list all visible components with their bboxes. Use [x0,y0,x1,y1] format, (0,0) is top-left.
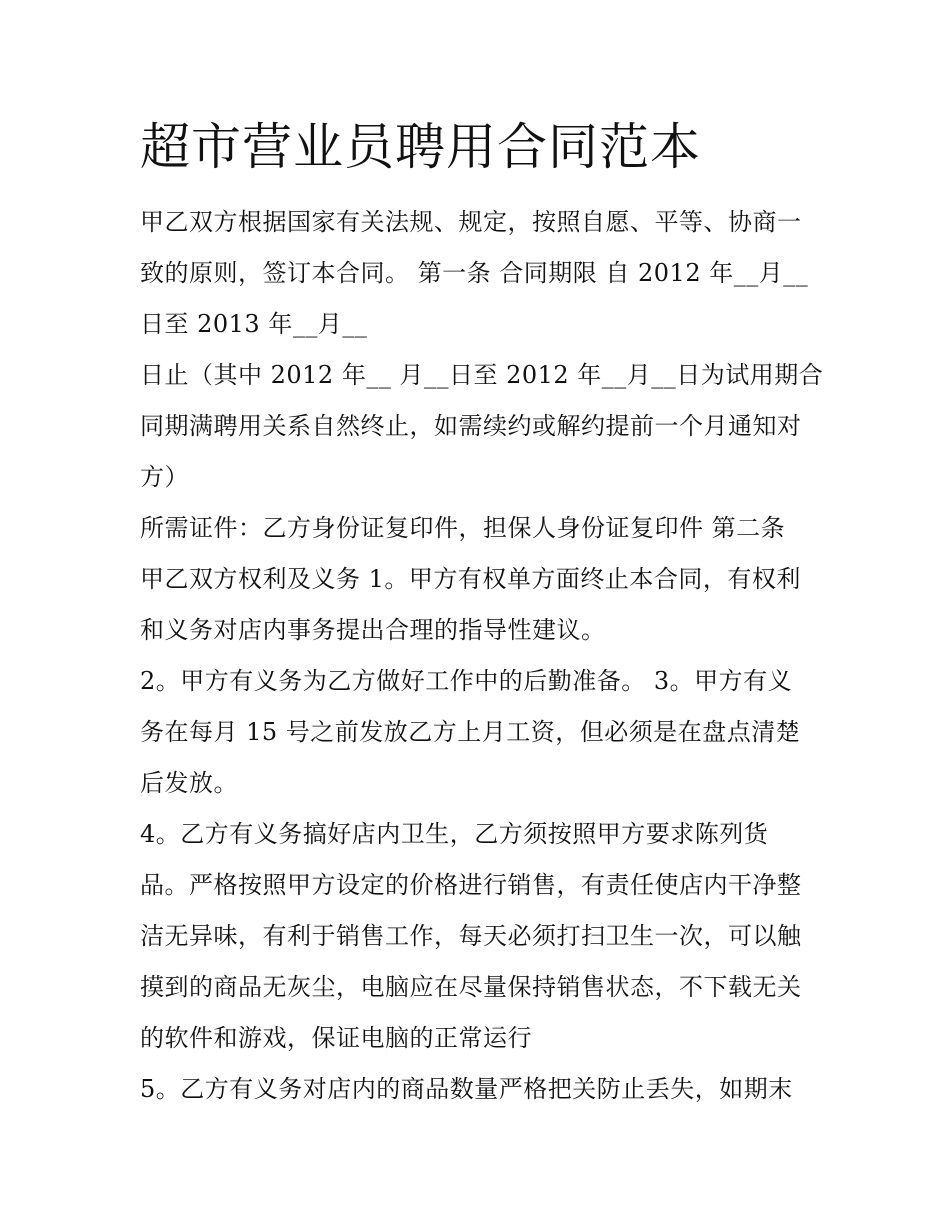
text-line: 摸到的商品无灰尘，电脑应在尽量保持销售状态，不下载无关 [140,973,802,1001]
text-line: 2。甲方有义务为乙方做好工作中的后勤准备。 3。甲方有义 [140,667,793,695]
text-line: 所需证件：乙方身份证复印件，担保人身份证复印件 第二条 [140,514,786,542]
text-line: 务在每月 15 号之前发放乙方上月工资，但必须是在盘点清楚 [140,718,801,746]
text-line: 甲乙双方权利及义务 1。甲方有权单方面终止本合同，有权利 [140,565,801,593]
text-line: 洁无异味，有利于销售工作，每天必须打扫卫生一次，可以触 [140,922,802,950]
text-line: 的软件和游戏，保证电脑的正常运行 [140,1024,532,1052]
text-line: 和义务对店内事务提出合理的指导性建议。 [140,616,606,644]
document-body [140,197,824,1115]
text-line: 品。严格按照甲方设定的价格进行销售，有责任使店内干净整 [140,871,802,899]
document-title: 超市营业员聘用合同范本 [140,118,701,176]
text-line: 日止（其中 2012 年__ 月__日至 2012 年__月__日为试用期合 [140,361,824,389]
text-line: 后发放。 [140,769,238,797]
text-line: 日至 2013 年__月__ [140,310,368,338]
text-line: 4。乙方有义务搞好店内卫生，乙方须按照甲方要求陈列货 [140,820,769,848]
text-line: 5。乙方有义务对店内的商品数量严格把关防止丢失，如期末 [140,1075,793,1103]
text-line: 同期满聘用关系自然终止，如需续约或解约提前一个月通知对 [140,412,802,440]
text-line: 甲乙双方根据国家有关法规、规定，按照自愿、平等、协商一 [140,208,802,236]
text-line: 致的原则，签订本合同。 第一条 合同期限 自 2012 年__月__ [140,259,809,287]
text-line: 方） [140,463,189,491]
